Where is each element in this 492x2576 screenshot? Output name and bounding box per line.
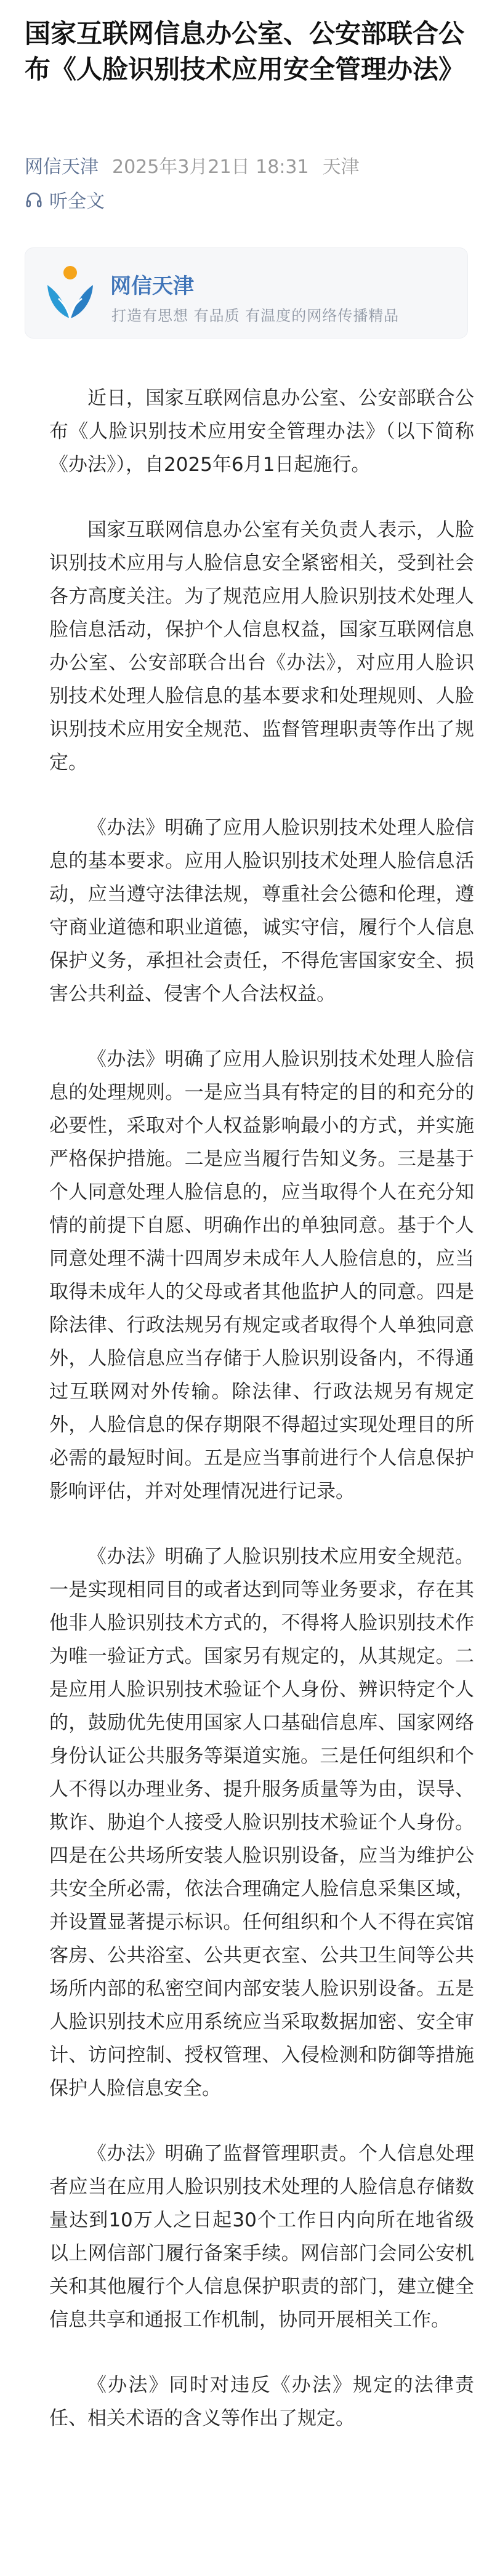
account-logo-icon: [41, 264, 99, 323]
publish-location: 天津: [322, 156, 360, 178]
article-body: [49, 382, 474, 2467]
body-paragraph: 《办法》同时对违反《办法》规定的法律责任、相关术语的含义等作出了规定。: [49, 2374, 474, 2430]
account-card[interactable]: [25, 247, 468, 339]
body-paragraph: 《办法》明确了监督管理职责。个人信息处理者应当在应用人脸识别技术处理的人脸信息存储数量达到10万人之日起30个工作日内向所在地省级以上网信部门履行备案手续。网信部门会同公安机关和其他履行个人信息保护职责的部门，建立健全信息共享和通报工作机制，协同开展相关工作。: [49, 2143, 474, 2331]
article-title: 国家互联网信息办公室、公安部联合公布《人脸识别技术应用安全管理办法》: [25, 18, 465, 84]
body-paragraph: 《办法》明确了应用人脸识别技术处理人脸信息的基本要求。应用人脸识别技术处理人脸信息活动，应当遵守法律法规，尊重社会公德和伦理，遵守商业道德和职业道德，诚实守信，履行个人信息保护义务，承担社会责任，不得危害国家安全、损害公共利益、侵害个人合法权益。: [49, 817, 474, 1005]
publish-date: 2025年3月21日 18:31: [112, 156, 309, 178]
account-name-link[interactable]: 网信天津: [25, 156, 99, 178]
headphones-icon: [25, 190, 43, 209]
listen-label: 听全文: [49, 191, 105, 212]
body-paragraph: 《办法》明确了人脸识别技术应用安全规范。一是实现相同目的或者达到同等业务要求，存在其他非人脸识别技术方式的，不得将人脸识别技术作为唯一验证方式。国家另有规定的，从其规定。二是应用人脸识别技术验证个人身份、辨识特定个人的，鼓励优先使用国家人口基础信息库、国家网络身份认证公共服务等渠道实施。三是任何组织和个人不得以办理业务、提升服务质量等为由，误导、欺诈、胁迫个人接受人脸识别技术验证个人身份。四是在公共场所安装人脸识别设备，应当为维护公共安全所必需，依法合理确定人脸信息采集区域，并设置显著提示标识。任何组织和个人不得在宾馆客房、公共浴室、公共更衣室、公共卫生间等公共场所内部的私密空间内部安装人脸识别设备。五是人脸识别技术应用系统应当采取数据加密、安全审计、访问控制、授权管理、入侵检测和防御等措施保护人脸信息安全。: [49, 1546, 474, 2100]
body-paragraph: 近日，国家互联网信息办公室、公安部联合公布《人脸识别技术应用安全管理办法》（以下简称《办法》），自2025年6月1日起施行。: [49, 387, 474, 476]
article-meta: [25, 153, 360, 177]
card-slogan: 打造有思想 有品质 有温度的网络传播精品: [111, 307, 400, 324]
body-paragraph: 《办法》明确了应用人脸识别技术处理人脸信息的处理规则。一是应当具有特定的目的和充分的必要性，采取对个人权益影响最小的方式，并实施严格保护措施。二是应当履行告知义务。三是基于个人同意处理人脸信息的，应当取得个人在充分知情的前提下自愿、明确作出的单独同意。基于个人同意处理不满十四周岁未成年人人脸信息的，应当取得未成年人的父母或者其他监护人的同意。四是除法律、行政法规另有规定或者取得个人单独同意外，人脸信息应当存储于人脸识别设备内，不得通过互联网对外传输。除法律、行政法规另有规定外，人脸信息的保存期限不得超过实现处理目的所必需的最短时间。五是应当事前进行个人信息保护影响评估，并对处理情况进行记录。: [49, 1048, 474, 1503]
listen-button[interactable]: [25, 187, 105, 212]
body-paragraph: 国家互联网信息办公室有关负责人表示，人脸识别技术应用与人脸信息安全紧密相关，受到社会各方高度关注。为了规范应用人脸识别技术处理人脸信息活动，保护个人信息权益，国家互联网信息办公室、公安部联合出台《办法》，对应用人脸识别技术处理人脸信息的基本要求和处理规则、人脸识别技术应用安全规范、监督管理职责等作出了规定。: [49, 519, 474, 774]
card-brand-name: 网信天津: [110, 274, 194, 299]
